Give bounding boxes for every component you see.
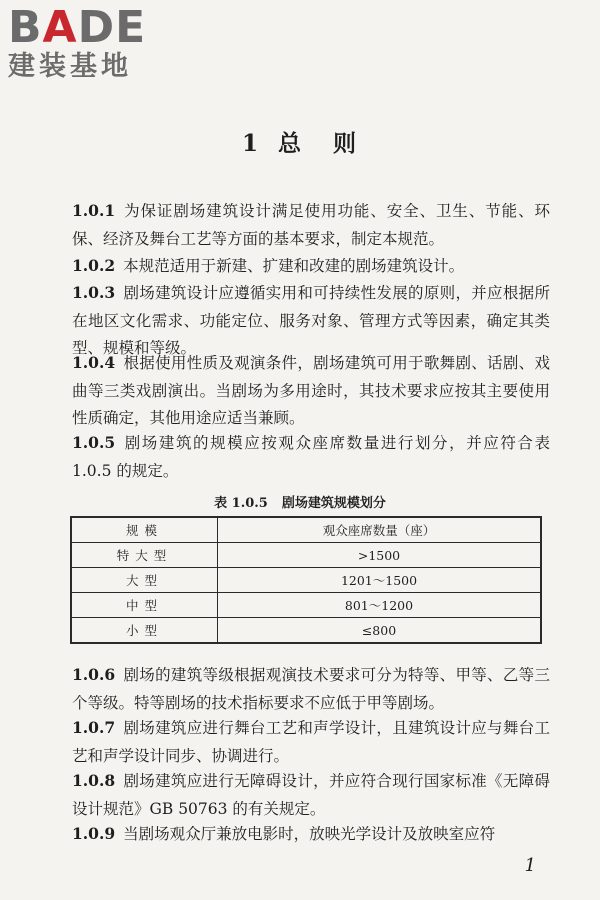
table-header-row	[71, 517, 541, 543]
table-cell: 1201～1500	[218, 568, 542, 593]
clause-1-0-5: 1.0.5 剧场建筑的规模应按观众座席数量进行划分，并应符合表 1.0.5 的规定。	[72, 433, 550, 480]
table-cell: 中型	[71, 593, 218, 618]
logo-chinese-name: 建装基地	[8, 51, 132, 82]
chapter-title: 1 总 则	[241, 130, 358, 157]
table-cell: 801～1200	[218, 593, 542, 618]
clause-1-0-9: 1.0.9 当剧场观众厅兼放电影时，放映光学设计及放映室应符	[72, 824, 496, 843]
clause-1-0-3: 1.0.3 剧场建筑设计应遵循实用和可持续性发展的原则，并应根据所在地区文化需求、功能定位、服务对象、管理方式等因素，确定其类型、规模和等级。	[72, 283, 550, 357]
table-row	[71, 618, 541, 644]
clause-1-0-7: 1.0.7 剧场建筑应进行舞台工艺和声学设计，且建筑设计应与舞台工艺和声学设计同步、协调进行。	[72, 718, 550, 765]
clause-1-0-8: 1.0.8 剧场建筑应进行无障碍设计，并应符合现行国家标准《无障碍设计规范》GB 50763 的有关规定。	[72, 771, 550, 818]
clause-1-0-2: 1.0.2 本规范适用于新建、扩建和改建的剧场建筑设计。	[72, 256, 465, 275]
table-cell: 大型	[71, 568, 218, 593]
theater-scale-table	[70, 516, 542, 644]
clause-1-0-6: 1.0.6 剧场的建筑等级根据观演技术要求可分为特等、甲等、乙等三个等级。特等剧场的技术指标要求不应低于甲等剧场。	[72, 665, 550, 712]
logo-wordmark: BADE	[8, 2, 147, 53]
clause-1-0-1: 1.0.1 为保证剧场建筑设计满足使用功能、安全、卫生、节能、环保、经济及舞台工艺等方面的基本要求，制定本规范。	[72, 201, 550, 248]
table-cell: ≤800	[218, 618, 542, 644]
table-row	[71, 593, 541, 618]
clause-1-0-4: 1.0.4 根据使用性质及观演条件，剧场建筑可用于歌舞剧、话剧、戏曲等三类戏剧演出。当剧场为多用途时，其技术要求应按其主要使用性质确定，其他用途应适当兼顾。	[72, 353, 550, 427]
table-caption: 表 1.0.5 剧场建筑规模划分	[214, 496, 386, 511]
table-row	[71, 568, 541, 593]
bade-logo	[8, 4, 178, 82]
table-header-cell: 观众座席数量（座）	[218, 517, 542, 543]
table-cell: >1500	[218, 543, 542, 568]
page-number: 1	[524, 855, 536, 876]
table-cell: 小型	[71, 618, 218, 644]
table-header-cell: 规模	[71, 517, 218, 543]
table-cell: 特大型	[71, 543, 218, 568]
table-row	[71, 543, 541, 568]
